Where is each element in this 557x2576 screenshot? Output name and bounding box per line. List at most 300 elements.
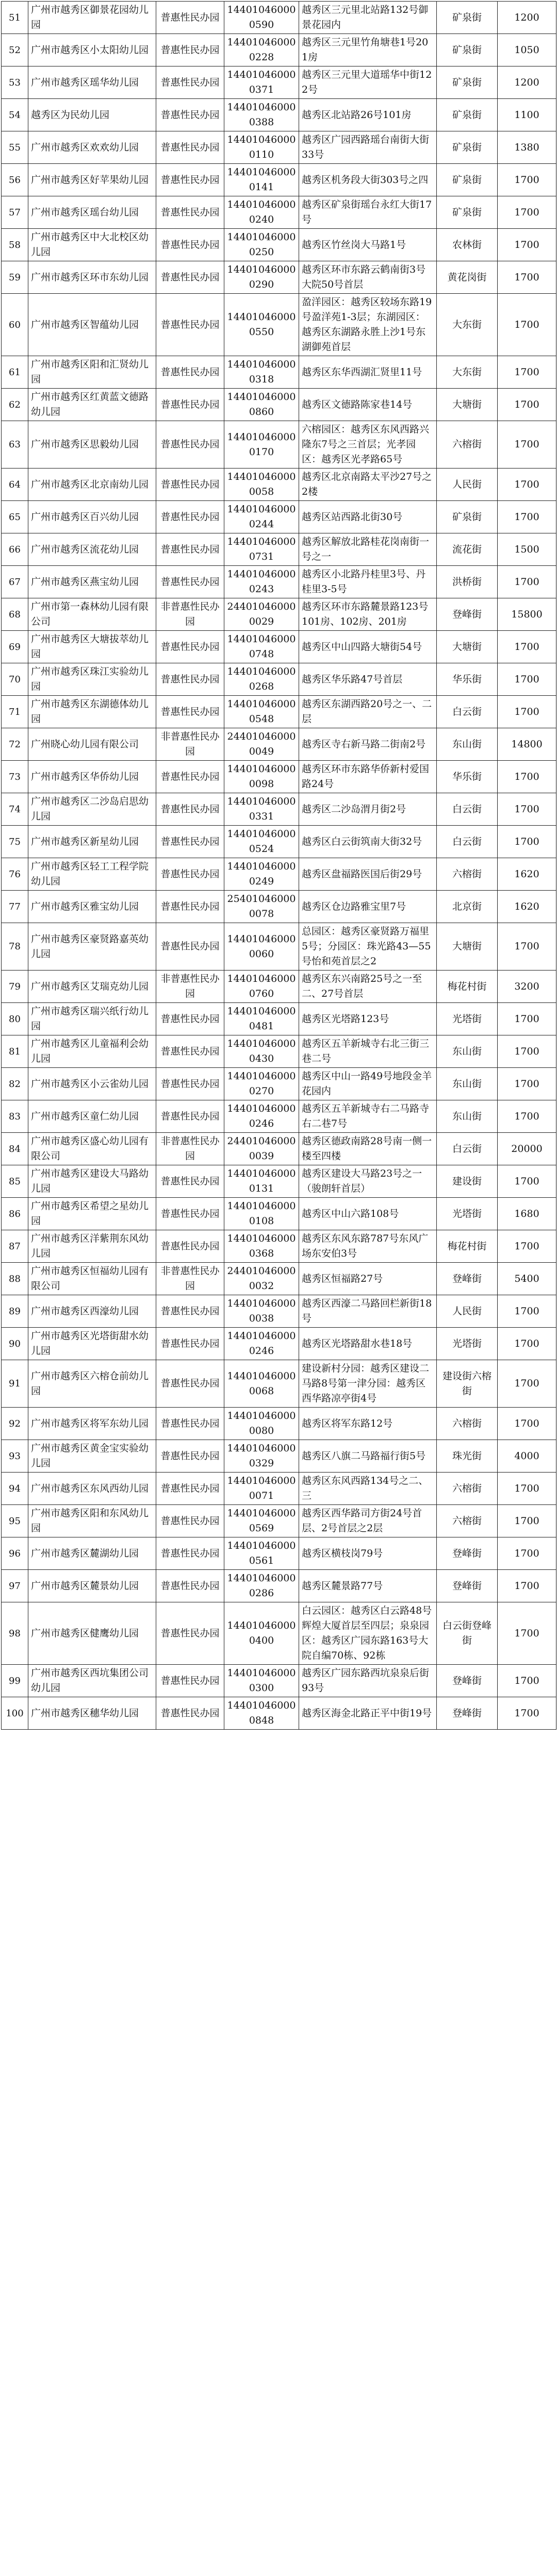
seq-cell: 73 [2,761,28,793]
type-cell: 普惠性民办园 [156,1035,224,1068]
code-cell: 144010460000550 [224,294,299,356]
code-cell: 144010460000060 [224,923,299,971]
seq-cell: 96 [2,1537,28,1570]
name-cell: 广州市越秀区大塘拔萃幼儿园 [28,631,156,663]
street-cell: 人民街 [437,1295,498,1328]
name-cell: 广州市越秀区二沙岛启思幼儿园 [28,793,156,826]
fee-cell: 1700 [498,696,556,728]
seq-cell: 62 [2,389,28,421]
fee-cell: 1700 [498,1697,556,1730]
table-row [2,566,556,598]
code-cell: 144010460000058 [224,469,299,501]
seq-cell: 84 [2,1133,28,1165]
table-row [2,2,556,34]
name-cell: 广州市越秀区新星幼儿园 [28,826,156,858]
street-cell: 六榕街 [437,858,498,891]
code-cell: 144010460000108 [224,1198,299,1230]
name-cell: 广州市越秀区六榕仓前幼儿园 [28,1360,156,1408]
seq-cell: 57 [2,196,28,229]
address-cell: 越秀区光塔路甜水巷18号 [299,1328,437,1360]
seq-cell: 70 [2,663,28,696]
table-row [2,1408,556,1440]
code-cell: 144010460000329 [224,1440,299,1473]
code-cell: 144010460000860 [224,389,299,421]
seq-cell: 90 [2,1328,28,1360]
name-cell: 广州市越秀区儿童福利会幼儿园 [28,1035,156,1068]
name-cell: 广州市越秀区轻工工程学院幼儿园 [28,858,156,891]
fee-cell: 1700 [498,389,556,421]
type-cell: 普惠性民办园 [156,34,224,66]
address-cell: 越秀区小北路丹桂里3号、丹桂里3-5号 [299,566,437,598]
name-cell: 越秀区为民幼儿园 [28,99,156,131]
street-cell: 登峰街 [437,1263,498,1295]
seq-cell: 94 [2,1473,28,1505]
code-cell: 144010460000481 [224,1003,299,1035]
fee-cell: 1700 [498,261,556,294]
fee-cell: 1700 [498,923,556,971]
fee-cell: 1620 [498,858,556,891]
type-cell: 普惠性民办园 [156,164,224,196]
table-row [2,1537,556,1570]
type-cell: 普惠性民办园 [156,389,224,421]
street-cell: 白云街 [437,1133,498,1165]
street-cell: 梅花村街 [437,971,498,1003]
name-cell: 广州市越秀区瑶华幼儿园 [28,66,156,99]
code-cell: 144010460000400 [224,1602,299,1665]
name-cell: 广州市越秀区小太阳幼儿园 [28,34,156,66]
code-cell: 144010460000300 [224,1665,299,1697]
code-cell: 144010460000080 [224,1408,299,1440]
seq-cell: 85 [2,1165,28,1198]
street-cell: 大塘街 [437,389,498,421]
type-cell: 普惠性民办园 [156,229,224,261]
fee-cell: 4000 [498,1440,556,1473]
type-cell: 普惠性民办园 [156,761,224,793]
seq-cell: 98 [2,1602,28,1665]
address-cell: 越秀区横枝岗79号 [299,1537,437,1570]
street-cell: 登峰街 [437,1665,498,1697]
address-cell: 越秀区竹丝岗大马路1号 [299,229,437,261]
code-cell: 144010460000569 [224,1505,299,1537]
name-cell: 广州市越秀区流花幼儿园 [28,533,156,566]
table-row [2,1230,556,1263]
fee-cell: 14800 [498,728,556,761]
address-cell: 越秀区西华路司方街24号首层、2号首层之2层 [299,1505,437,1537]
street-cell: 大东街 [437,294,498,356]
address-cell: 越秀区中山六路108号 [299,1198,437,1230]
table-row [2,131,556,164]
fee-cell: 1700 [498,1003,556,1035]
code-cell: 254010460000078 [224,891,299,923]
seq-cell: 69 [2,631,28,663]
table-row [2,1003,556,1035]
code-cell: 144010460000110 [224,131,299,164]
address-cell: 越秀区德政南路28号南一侧一楼至四楼 [299,1133,437,1165]
table-row [2,663,556,696]
type-cell: 普惠性民办园 [156,1408,224,1440]
code-cell: 144010460000331 [224,793,299,826]
fee-cell: 1700 [498,229,556,261]
type-cell: 非普惠性民办园 [156,1133,224,1165]
table-row [2,826,556,858]
seq-cell: 65 [2,501,28,533]
street-cell: 华乐街 [437,663,498,696]
table-row [2,261,556,294]
address-cell: 越秀区环市东路华侨新村爱国路24号 [299,761,437,793]
fee-cell: 1700 [498,566,556,598]
seq-cell: 75 [2,826,28,858]
code-cell: 144010460000731 [224,533,299,566]
code-cell: 144010460000848 [224,1697,299,1730]
type-cell: 普惠性民办园 [156,1473,224,1505]
code-cell: 144010460000071 [224,1473,299,1505]
seq-cell: 59 [2,261,28,294]
fee-cell: 1700 [498,469,556,501]
fee-cell: 1050 [498,34,556,66]
table-row [2,34,556,66]
street-cell: 白云街 [437,696,498,728]
street-cell: 光塔街 [437,1328,498,1360]
name-cell: 广州市越秀区西濠幼儿园 [28,1295,156,1328]
code-cell: 144010460000548 [224,696,299,728]
table-row [2,1068,556,1100]
seq-cell: 53 [2,66,28,99]
street-cell: 白云街 [437,793,498,826]
code-cell: 144010460000038 [224,1295,299,1328]
seq-cell: 55 [2,131,28,164]
address-cell: 盈洋园区：越秀区较场东路19号盈洋苑1-3层；东湖园区：越秀区东湖路永胜上沙1号东湖御苑首层 [299,294,437,356]
address-cell: 越秀区西濠二马路回栏新街18号 [299,1295,437,1328]
table-row [2,761,556,793]
name-cell: 广州市越秀区百兴幼儿园 [28,501,156,533]
name-cell: 广州市越秀区小云雀幼儿园 [28,1068,156,1100]
code-cell: 144010460000068 [224,1360,299,1408]
street-cell: 白云街登峰街 [437,1602,498,1665]
street-cell: 大塘街 [437,631,498,663]
name-cell: 广州晓心幼儿园有限公司 [28,728,156,761]
street-cell: 白云街 [437,826,498,858]
seq-cell: 92 [2,1408,28,1440]
type-cell: 普惠性民办园 [156,1230,224,1263]
type-cell: 普惠性民办园 [156,196,224,229]
fee-cell: 3200 [498,971,556,1003]
address-cell: 越秀区中山四路大塘街54号 [299,631,437,663]
fee-cell: 1700 [498,1360,556,1408]
table-row [2,1473,556,1505]
street-cell: 珠光街 [437,1440,498,1473]
name-cell: 广州市越秀区智蕴幼儿园 [28,294,156,356]
fee-cell: 1700 [498,501,556,533]
type-cell: 普惠性民办园 [156,923,224,971]
seq-cell: 79 [2,971,28,1003]
address-cell: 越秀区盘福路医国后街29号 [299,858,437,891]
fee-cell: 1700 [498,164,556,196]
address-cell: 越秀区东风西路134号之二、三 [299,1473,437,1505]
name-cell: 广州市越秀区麓湖幼儿园 [28,1537,156,1570]
fee-cell: 1700 [498,421,556,469]
name-cell: 广州市越秀区将军东幼儿园 [28,1408,156,1440]
code-cell: 144010460000246 [224,1100,299,1133]
code-cell: 144010460000388 [224,99,299,131]
street-cell: 矿泉街 [437,66,498,99]
street-cell: 北京街 [437,891,498,923]
street-cell: 登峰街 [437,598,498,631]
address-cell: 越秀区机务段大街303号之四 [299,164,437,196]
name-cell: 广州市越秀区红黄蓝文德路幼儿园 [28,389,156,421]
table-row [2,696,556,728]
fee-cell: 1700 [498,1328,556,1360]
fee-cell: 1700 [498,356,556,389]
code-cell: 144010460000430 [224,1035,299,1068]
name-cell: 广州市越秀区思毅幼儿园 [28,421,156,469]
code-cell: 144010460000286 [224,1570,299,1602]
code-cell: 144010460000270 [224,1068,299,1100]
fee-cell: 1700 [498,761,556,793]
fee-cell: 1500 [498,533,556,566]
name-cell: 广州市越秀区豪贤路嘉英幼儿园 [28,923,156,971]
table-row [2,1665,556,1697]
fee-cell: 1100 [498,99,556,131]
code-cell: 144010460000240 [224,196,299,229]
fee-cell: 1700 [498,826,556,858]
table-row [2,196,556,229]
street-cell: 六榕街 [437,1408,498,1440]
street-cell: 矿泉街 [437,164,498,196]
fee-cell: 1700 [498,1505,556,1537]
code-cell: 244010460000039 [224,1133,299,1165]
code-cell: 144010460000368 [224,1230,299,1263]
seq-cell: 63 [2,421,28,469]
street-cell: 东山街 [437,1035,498,1068]
code-cell: 144010460000371 [224,66,299,99]
seq-cell: 64 [2,469,28,501]
seq-cell: 95 [2,1505,28,1537]
address-cell: 越秀区建设大马路23号之一（骏朗轩首层） [299,1165,437,1198]
seq-cell: 67 [2,566,28,598]
address-cell: 越秀区海金北路正平中街19号 [299,1697,437,1730]
address-cell: 越秀区北京南路太平沙27号之2楼 [299,469,437,501]
street-cell: 建设街 [437,1165,498,1198]
street-cell: 矿泉街 [437,196,498,229]
fee-cell: 1700 [498,1230,556,1263]
address-cell: 越秀区八旗二马路福行街5号 [299,1440,437,1473]
address-cell: 越秀区文德路陈家巷14号 [299,389,437,421]
address-cell: 白云园区：越秀区白云路48号辉煌大厦首层至四层；泉泉园区：越秀区广园东路163号大院自编70栋、92栋 [299,1602,437,1665]
name-cell: 广州市越秀区瑞兴纸行幼儿园 [28,1003,156,1035]
street-cell: 东山街 [437,1100,498,1133]
street-cell: 登峰街 [437,1697,498,1730]
type-cell: 普惠性民办园 [156,99,224,131]
type-cell: 普惠性民办园 [156,1165,224,1198]
address-cell: 越秀区中山一路49号地段金羊花园内 [299,1068,437,1100]
kindergarten-table [1,1,556,1730]
fee-cell: 20000 [498,1133,556,1165]
type-cell: 普惠性民办园 [156,1440,224,1473]
type-cell: 普惠性民办园 [156,294,224,356]
street-cell: 东山街 [437,728,498,761]
table-row [2,793,556,826]
name-cell: 广州市越秀区洋紫荆东风幼儿园 [28,1230,156,1263]
street-cell: 登峰街 [437,1570,498,1602]
table-row [2,1198,556,1230]
seq-cell: 97 [2,1570,28,1602]
street-cell: 东山街 [437,1068,498,1100]
fee-cell: 1700 [498,1165,556,1198]
street-cell: 人民街 [437,469,498,501]
address-cell: 越秀区三元里北站路132号御景花园内 [299,2,437,34]
type-cell: 普惠性民办园 [156,1665,224,1697]
table-row [2,1505,556,1537]
address-cell: 越秀区广园东路西坑泉泉后街93号 [299,1665,437,1697]
type-cell: 普惠性民办园 [156,1328,224,1360]
seq-cell: 82 [2,1068,28,1100]
seq-cell: 56 [2,164,28,196]
seq-cell: 100 [2,1697,28,1730]
code-cell: 144010460000170 [224,421,299,469]
type-cell: 非普惠性民办园 [156,598,224,631]
type-cell: 普惠性民办园 [156,1697,224,1730]
street-cell: 光塔街 [437,1198,498,1230]
code-cell: 144010460000590 [224,2,299,34]
type-cell: 普惠性民办园 [156,1068,224,1100]
type-cell: 普惠性民办园 [156,793,224,826]
street-cell: 农林街 [437,229,498,261]
type-cell: 普惠性民办园 [156,1198,224,1230]
table-row [2,1602,556,1665]
type-cell: 普惠性民办园 [156,421,224,469]
type-cell: 普惠性民办园 [156,1537,224,1570]
seq-cell: 87 [2,1230,28,1263]
street-cell: 矿泉街 [437,501,498,533]
seq-cell: 81 [2,1035,28,1068]
table-row [2,1165,556,1198]
address-cell: 越秀区仓边路雅宝里7号 [299,891,437,923]
fee-cell: 1700 [498,631,556,663]
fee-cell: 1200 [498,2,556,34]
code-cell: 144010460000131 [224,1165,299,1198]
table-row [2,858,556,891]
name-cell: 广州市越秀区雅宝幼儿园 [28,891,156,923]
name-cell: 广州市越秀区穗华幼儿园 [28,1697,156,1730]
code-cell: 144010460000249 [224,858,299,891]
table-row [2,1263,556,1295]
name-cell: 广州市越秀区光塔街甜水幼儿园 [28,1328,156,1360]
address-cell: 越秀区麓景路77号 [299,1570,437,1602]
seq-cell: 66 [2,533,28,566]
seq-cell: 68 [2,598,28,631]
fee-cell: 1700 [498,1100,556,1133]
seq-cell: 88 [2,1263,28,1295]
type-cell: 非普惠性民办园 [156,971,224,1003]
type-cell: 普惠性民办园 [156,1602,224,1665]
table-row [2,1570,556,1602]
fee-cell: 1700 [498,1035,556,1068]
name-cell: 广州市越秀区御景花园幼儿园 [28,2,156,34]
table-row [2,1440,556,1473]
seq-cell: 93 [2,1440,28,1473]
seq-cell: 61 [2,356,28,389]
seq-cell: 72 [2,728,28,761]
name-cell: 广州市越秀区东风西幼儿园 [28,1473,156,1505]
table-row [2,1100,556,1133]
table-row [2,66,556,99]
table-row [2,923,556,971]
street-cell: 大塘街 [437,923,498,971]
name-cell: 广州市越秀区中大北校区幼儿园 [28,229,156,261]
type-cell: 普惠性民办园 [156,663,224,696]
fee-cell: 1700 [498,1295,556,1328]
code-cell: 144010460000243 [224,566,299,598]
name-cell: 广州市越秀区好苹果幼儿园 [28,164,156,196]
seq-cell: 58 [2,229,28,261]
street-cell: 矿泉街 [437,34,498,66]
code-cell: 144010460000268 [224,663,299,696]
street-cell: 矿泉街 [437,99,498,131]
seq-cell: 86 [2,1198,28,1230]
code-cell: 244010460000049 [224,728,299,761]
table-row [2,533,556,566]
seq-cell: 52 [2,34,28,66]
table-row [2,294,556,356]
fee-cell: 1700 [498,1665,556,1697]
street-cell: 梅花村街 [437,1230,498,1263]
table-row [2,1328,556,1360]
name-cell: 广州市越秀区阳和东风幼儿园 [28,1505,156,1537]
address-cell: 越秀区解放北路桂花岗南街一号之一 [299,533,437,566]
address-cell: 越秀区广园西路瑶台南街大街33号 [299,131,437,164]
name-cell: 广州市越秀区童仁幼儿园 [28,1100,156,1133]
street-cell: 流花街 [437,533,498,566]
table-row [2,1035,556,1068]
type-cell: 普惠性民办园 [156,566,224,598]
address-cell: 越秀区三元里竹角塘巷1号201房 [299,34,437,66]
name-cell: 广州市越秀区珠江实验幼儿园 [28,663,156,696]
name-cell: 广州市第一森林幼儿园有限公司 [28,598,156,631]
code-cell: 144010460000748 [224,631,299,663]
name-cell: 广州市越秀区希望之星幼儿园 [28,1198,156,1230]
name-cell: 广州市越秀区东湖德体幼儿园 [28,696,156,728]
seq-cell: 99 [2,1665,28,1697]
type-cell: 普惠性民办园 [156,891,224,923]
fee-cell: 1700 [498,1602,556,1665]
seq-cell: 74 [2,793,28,826]
street-cell: 大东街 [437,356,498,389]
street-cell: 矿泉街 [437,131,498,164]
type-cell: 非普惠性民办园 [156,1263,224,1295]
code-cell: 144010460000246 [224,1328,299,1360]
name-cell: 广州市越秀区瑶台幼儿园 [28,196,156,229]
address-cell: 建设新村分园：越秀区建设二马路8号第一津分园：越秀区西华路凉亭街4号 [299,1360,437,1408]
code-cell: 144010460000561 [224,1537,299,1570]
table-row [2,99,556,131]
type-cell: 非普惠性民办园 [156,728,224,761]
fee-cell: 1700 [498,1068,556,1100]
name-cell: 广州市越秀区艾瑞克幼儿园 [28,971,156,1003]
table-row [2,469,556,501]
fee-cell: 1200 [498,66,556,99]
address-cell: 越秀区环市东路麓景路123号101房、102房、201房 [299,598,437,631]
code-cell: 144010460000760 [224,971,299,1003]
table-row [2,421,556,469]
type-cell: 普惠性民办园 [156,533,224,566]
type-cell: 普惠性民办园 [156,261,224,294]
type-cell: 普惠性民办园 [156,1003,224,1035]
type-cell: 普惠性民办园 [156,469,224,501]
code-cell: 144010460000318 [224,356,299,389]
type-cell: 普惠性民办园 [156,1570,224,1602]
type-cell: 普惠性民办园 [156,826,224,858]
type-cell: 普惠性民办园 [156,1100,224,1133]
